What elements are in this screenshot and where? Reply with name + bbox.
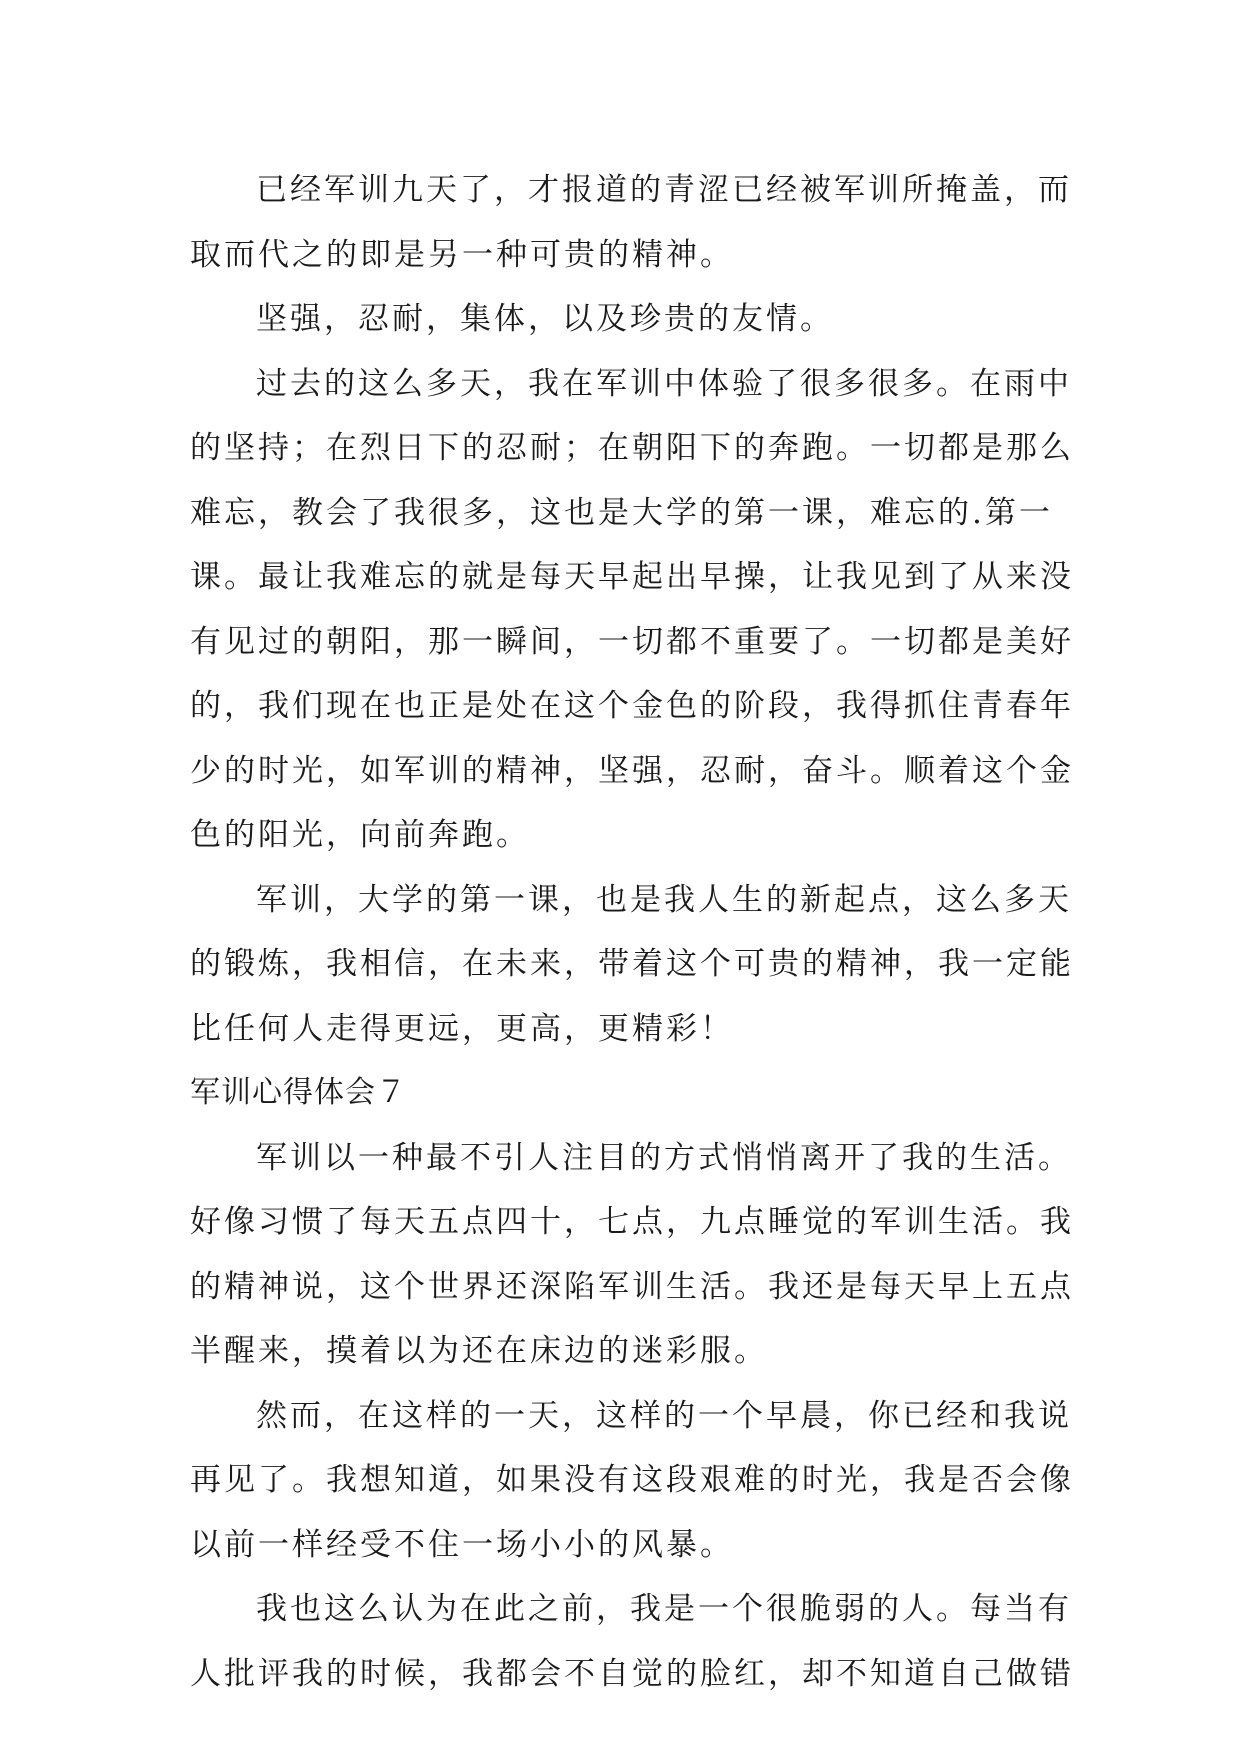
text-line: 已经军训九天了，才报道的青涩已经被军训所掩盖，而 xyxy=(256,172,1072,208)
text-line: 的坚持；在烈日下的忍耐；在朝阳下的奔跑。一切都是那么 xyxy=(190,430,1074,466)
paragraph-7 xyxy=(190,1577,1074,1706)
paragraph-5 xyxy=(190,1126,1074,1384)
text-line: 课。最让我难忘的就是每天早起出早操，让我见到了从来没 xyxy=(190,559,1074,595)
paragraph-3 xyxy=(190,352,1074,868)
text-line: 军训以一种最不引人注目的方式悄悄离开了我的生活。 xyxy=(256,1139,1072,1176)
text-line: 的锻炼，我相信，在未来，带着这个可贵的精神，我一定能 xyxy=(190,946,1074,982)
text-line: 取而代之的即是另一种可贵的精神。 xyxy=(190,236,734,273)
paragraph-2 xyxy=(190,287,1060,352)
text-line: 有见过的朝阳，那一瞬间，一切都不重要了。一切都是美好 xyxy=(190,623,1074,660)
text-line: 坚强，忍耐，集体，以及珍贵的友情。 xyxy=(256,301,834,337)
text-line: 难忘，教会了我很多，这也是大学的第一课，难忘的.第一 xyxy=(190,494,1053,531)
text-line: 的精神说，这个世界还深陷军训生活。我还是每天早上五点 xyxy=(190,1268,1074,1305)
text-line: 的，我们现在也正是处在这个金色的阶段，我得抓住青春年 xyxy=(190,688,1074,724)
text-line: 然而，在这样的一天，这样的一个早晨，你已经和我说 xyxy=(256,1397,1072,1434)
text-line: 过去的这么多天，我在军训中体验了很多很多。在雨中 xyxy=(256,365,1072,402)
text-line: 以前一样经受不住一场小小的风暴。 xyxy=(190,1526,734,1563)
text-line: 少的时光，如军训的精神，坚强，忍耐，奋斗。顺着这个金 xyxy=(190,752,1074,789)
section-heading xyxy=(190,1061,1060,1126)
text-line: 好像习惯了每天五点四十，七点，九点睡觉的军训生活。我 xyxy=(190,1204,1074,1240)
text-line: 色的阳光，向前奔跑。 xyxy=(190,817,530,853)
paragraph-1 xyxy=(190,158,1072,287)
text-line: 我也这么认为在此之前，我是一个很脆弱的人。每当有 xyxy=(256,1591,1072,1627)
text-line: 军训，大学的第一课，也是我人生的新起点，这么多天 xyxy=(256,881,1072,918)
heading-text: 军训心得体会７ xyxy=(190,1075,407,1110)
paragraph-6 xyxy=(190,1384,1074,1578)
text-line: 半醒来，摸着以为还在床边的迷彩服。 xyxy=(190,1333,768,1369)
text-line: 人批评我的时候，我都会不自觉的脸红，却不知道自己做错 xyxy=(190,1655,1074,1692)
document-body xyxy=(190,158,1074,1706)
text-line: 再见了。我想知道，如果没有这段艰难的时光，我是否会像 xyxy=(190,1462,1074,1498)
paragraph-4 xyxy=(190,868,1074,1062)
text-line: 比任何人走得更远，更高，更精彩！ xyxy=(190,1010,734,1047)
